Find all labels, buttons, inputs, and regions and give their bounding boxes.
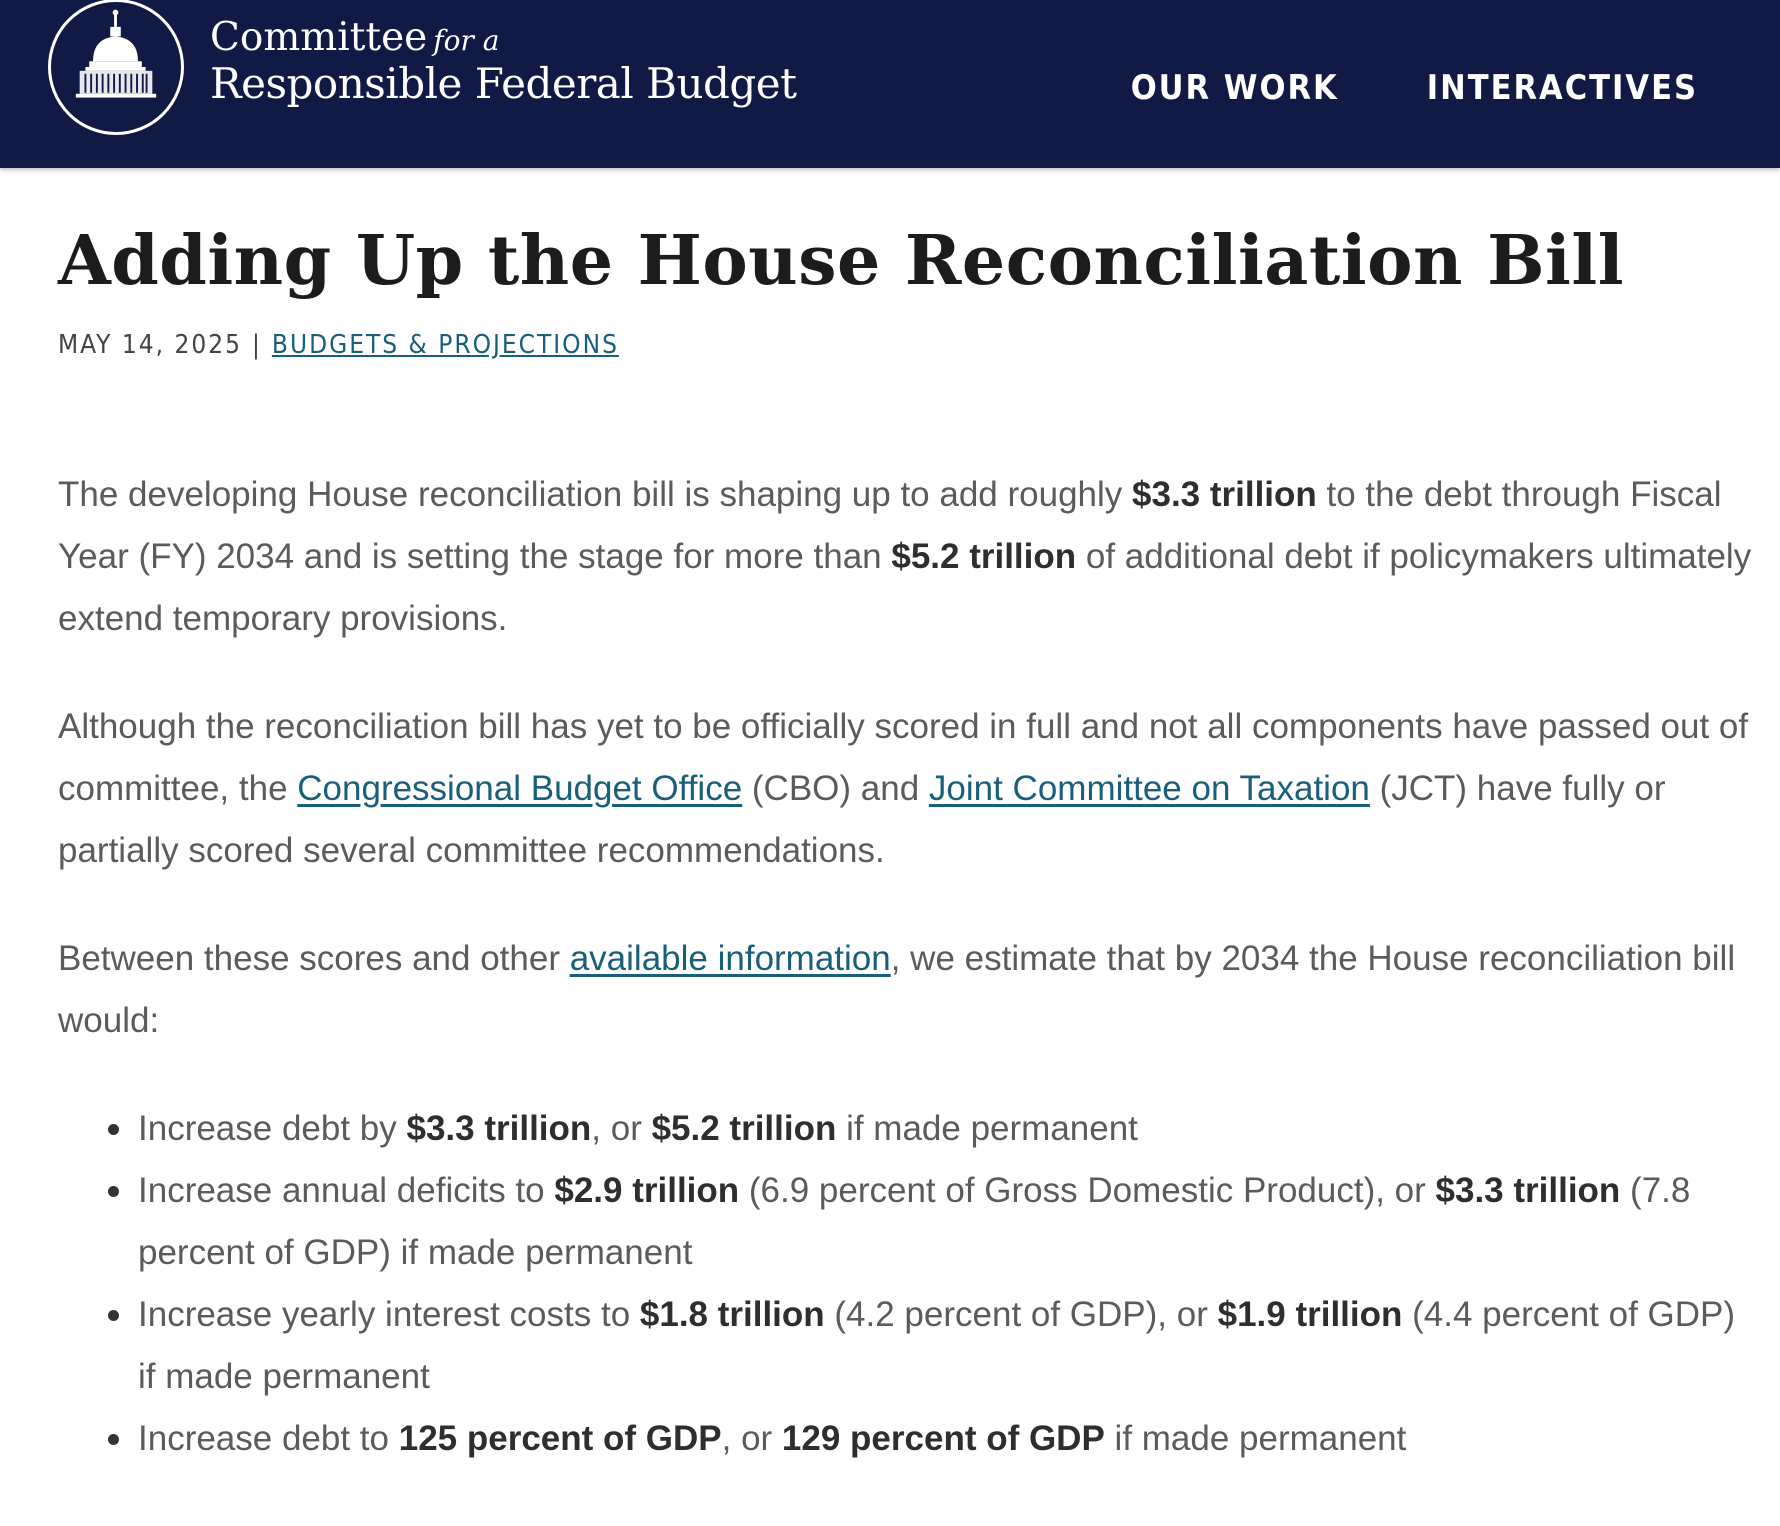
logo-line2: Responsible Federal Budget — [210, 59, 797, 108]
paragraph-2: Although the reconciliation bill has yet to be officially scored in full and not all components have passed out of committee, the Congressional Budget Office (CBO) and Joint Committee on Taxation (JCT) have fully or partially scored several committee recommendations. — [58, 707, 1749, 871]
capitol-dome-icon — [51, 2, 181, 132]
site-header — [0, 0, 1780, 168]
jct-link[interactable]: Joint Committee on Taxation — [928, 769, 1370, 809]
list-item: Increase annual deficits to $2.9 trillion (6.9 percent of Gross Domestic Product), or $3.3 trillion (7.8 percent of GDP) if made permanent — [138, 1160, 1758, 1284]
article — [58, 222, 1758, 1470]
article-meta — [58, 330, 1758, 360]
list-item: Increase debt to 125 percent of GDP, or 129 percent of GDP if made permanent — [138, 1408, 1758, 1470]
site-logo[interactable] — [48, 0, 184, 135]
nav-interactives[interactable]: INTERACTIVES — [1426, 68, 1698, 108]
page-title: Adding Up the House Reconciliation Bill — [58, 221, 1625, 301]
nav-our-work[interactable]: OUR WORK — [1130, 68, 1339, 108]
paragraph-3: Between these scores and other available information, we estimate that by 2034 the House reconciliation bill would: — [58, 939, 1736, 1041]
list-item: Increase debt by $3.3 trillion, or $5.2 trillion if made permanent — [138, 1098, 1758, 1160]
main-nav — [1131, 68, 1698, 108]
article-body — [58, 464, 1758, 1470]
cbo-link[interactable]: Congressional Budget Office — [297, 769, 743, 809]
meta-separator: | — [252, 330, 262, 361]
article-date: MAY 14, 2025 — [58, 330, 242, 361]
category-link[interactable]: BUDGETS & PROJECTIONS — [271, 330, 619, 361]
paragraph-1: The developing House reconciliation bill is shaping up to add roughly $3.3 trillion to the debt through Fiscal Year (FY) 2034 and is setting the stage for more than $5.2 trillion of additional debt if policymakers ultimately extend temporary provisions. — [58, 475, 1752, 639]
estimates-list — [58, 1098, 1758, 1470]
logo-wordmark[interactable] — [210, 15, 797, 108]
available-information-link[interactable]: available information — [569, 939, 891, 979]
list-item: Increase yearly interest costs to $1.8 trillion (4.2 percent of GDP), or $1.9 trillion (4.4 percent of GDP) if made permanent — [138, 1284, 1758, 1408]
logo-line1: Committee for a — [210, 15, 500, 60]
